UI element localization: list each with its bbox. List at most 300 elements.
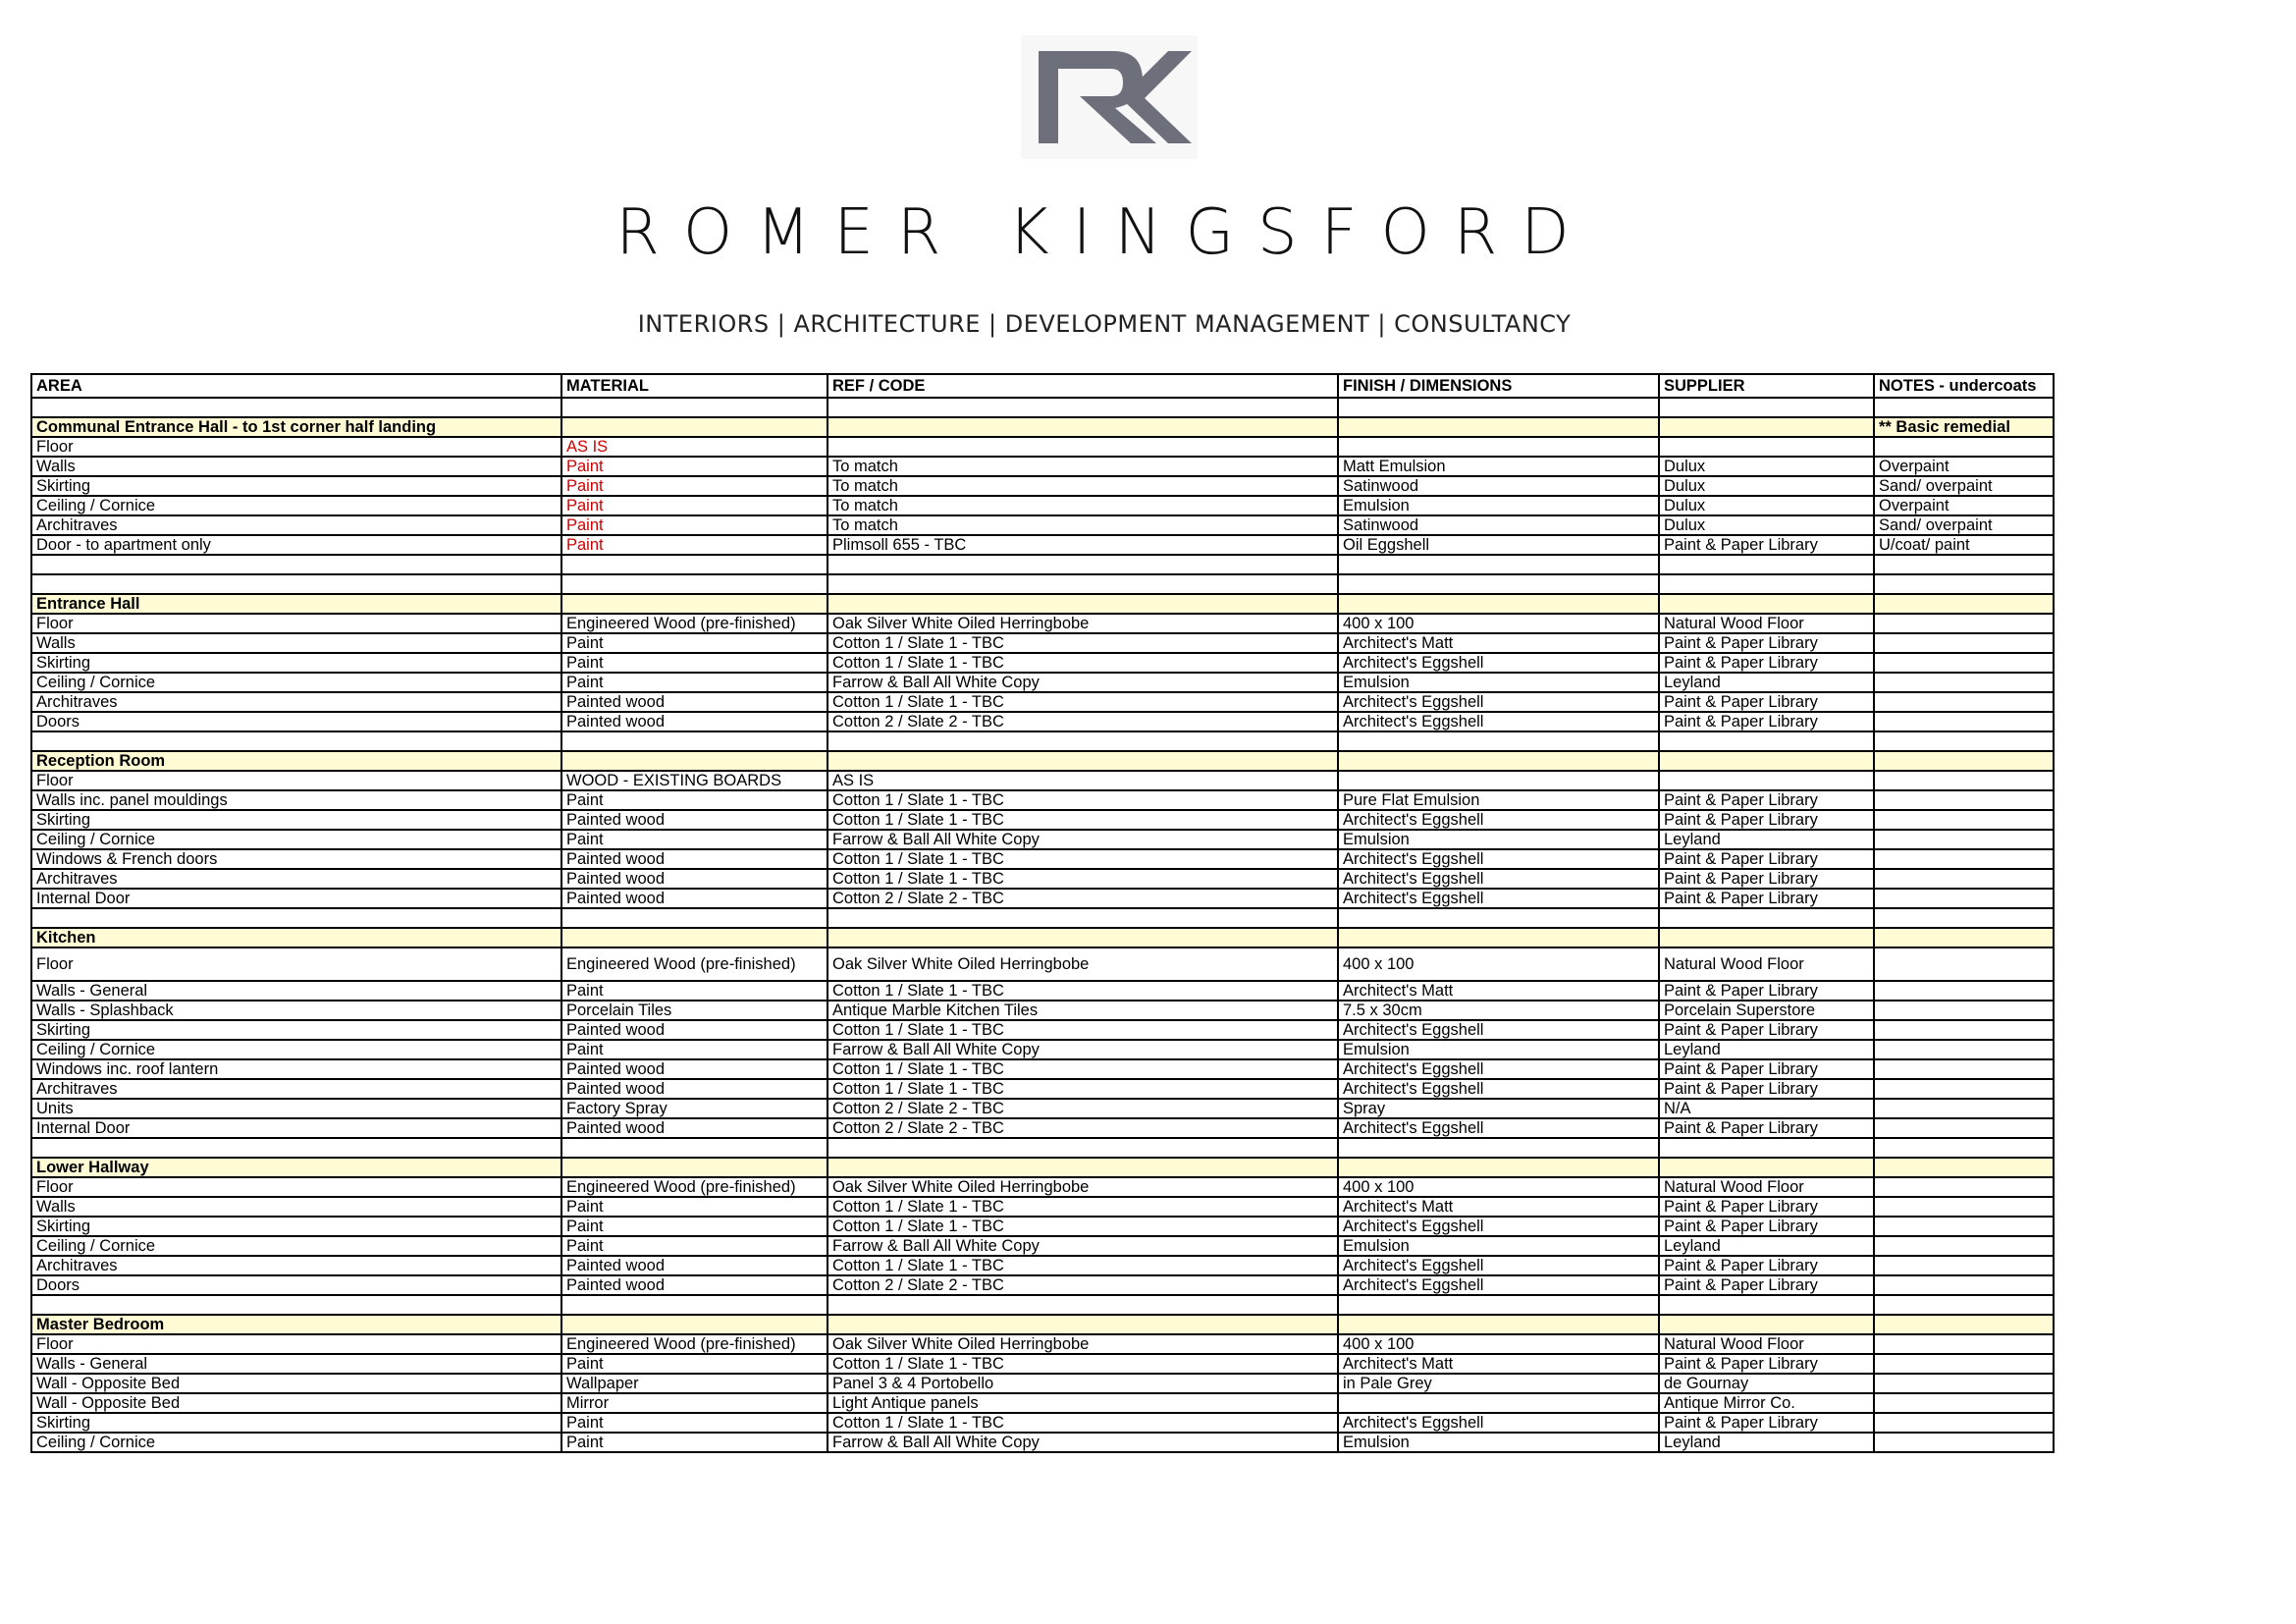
cell-finish: Emulsion: [1338, 496, 1659, 515]
section-cell-finish: [1338, 1315, 1659, 1334]
cell-material: WOOD - EXISTING BOARDS: [561, 771, 828, 790]
cell-ref-code: Cotton 1 / Slate 1 - TBC: [828, 790, 1338, 810]
blank-row: [31, 1295, 2054, 1315]
cell-material: Mirror: [561, 1393, 828, 1413]
cell-notes: [1874, 653, 2054, 673]
table-row: [31, 712, 2054, 731]
empty-cell: [828, 1295, 1338, 1315]
empty-cell: [828, 731, 1338, 751]
cell-finish: Architect's Matt: [1338, 1354, 1659, 1374]
blank-row: [31, 555, 2054, 574]
cell-material: Paint: [561, 1217, 828, 1236]
empty-cell: [561, 574, 828, 594]
cell-supplier: Paint & Paper Library: [1659, 633, 1874, 653]
cell-area: Door - to apartment only: [31, 535, 561, 555]
cell-material: Painted wood: [561, 692, 828, 712]
cell-material: Paint: [561, 1413, 828, 1433]
cell-notes: [1874, 1374, 2054, 1393]
table-row: [31, 869, 2054, 889]
cell-material: Engineered Wood (pre-finished): [561, 1177, 828, 1197]
cell-notes: [1874, 1354, 2054, 1374]
table-row: [31, 457, 2054, 476]
cell-area: Walls: [31, 457, 561, 476]
table-row: [31, 790, 2054, 810]
cell-notes: Overpaint: [1874, 496, 2054, 515]
empty-cell: [1874, 555, 2054, 574]
cell-finish: Emulsion: [1338, 673, 1659, 692]
cell-finish: 7.5 x 30cm: [1338, 1001, 1659, 1020]
empty-cell: [1659, 574, 1874, 594]
cell-material: Engineered Wood (pre-finished): [561, 614, 828, 633]
cell-supplier: Natural Wood Floor: [1659, 947, 1874, 981]
table-row: [31, 1040, 2054, 1059]
cell-area: Doors: [31, 1275, 561, 1295]
section-header-row: [31, 1158, 2054, 1177]
cell-supplier: Paint & Paper Library: [1659, 889, 1874, 908]
cell-ref-code: Oak Silver White Oiled Herringbobe: [828, 947, 1338, 981]
cell-material: Paint: [561, 457, 828, 476]
cell-ref-code: Oak Silver White Oiled Herringbobe: [828, 614, 1338, 633]
table-row: [31, 947, 2054, 981]
section-cell-finish: [1338, 928, 1659, 947]
cell-notes: Sand/ overpaint: [1874, 476, 2054, 496]
cell-finish: Spray: [1338, 1099, 1659, 1118]
cell-area: Skirting: [31, 476, 561, 496]
section-cell-area: Master Bedroom: [31, 1315, 561, 1334]
cell-supplier: Paint & Paper Library: [1659, 869, 1874, 889]
cell-ref-code: To match: [828, 476, 1338, 496]
cell-ref-code: Oak Silver White Oiled Herringbobe: [828, 1334, 1338, 1354]
table-row: [31, 1197, 2054, 1217]
cell-material: Paint: [561, 673, 828, 692]
empty-cell: [1338, 1138, 1659, 1158]
cell-ref-code: Oak Silver White Oiled Herringbobe: [828, 1177, 1338, 1197]
cell-supplier: Dulux: [1659, 515, 1874, 535]
cell-material: Porcelain Tiles: [561, 1001, 828, 1020]
cell-supplier: Paint & Paper Library: [1659, 1275, 1874, 1295]
empty-cell: [561, 398, 828, 417]
column-header-area: AREA: [31, 374, 561, 398]
cell-ref-code: [828, 437, 1338, 457]
cell-area: Architraves: [31, 692, 561, 712]
cell-material: Painted wood: [561, 712, 828, 731]
section-header-row: [31, 928, 2054, 947]
cell-supplier: Paint & Paper Library: [1659, 790, 1874, 810]
section-cell-supplier: [1659, 1158, 1874, 1177]
cell-material: Engineered Wood (pre-finished): [561, 947, 828, 981]
cell-material: Paint: [561, 830, 828, 849]
cell-finish: Oil Eggshell: [1338, 535, 1659, 555]
table-row: [31, 1413, 2054, 1433]
section-cell-supplier: [1659, 417, 1874, 437]
table-row: [31, 1256, 2054, 1275]
section-cell-area: Reception Room: [31, 751, 561, 771]
cell-notes: [1874, 947, 2054, 981]
cell-ref-code: Cotton 1 / Slate 1 - TBC: [828, 1059, 1338, 1079]
cell-area: Wall - Opposite Bed: [31, 1393, 561, 1413]
cell-area: Architraves: [31, 1256, 561, 1275]
cell-supplier: Paint & Paper Library: [1659, 653, 1874, 673]
table-row: [31, 1177, 2054, 1197]
cell-notes: [1874, 1334, 2054, 1354]
cell-supplier: Leyland: [1659, 673, 1874, 692]
cell-notes: [1874, 1099, 2054, 1118]
cell-notes: Sand/ overpaint: [1874, 515, 2054, 535]
cell-supplier: Leyland: [1659, 1433, 1874, 1452]
table-row: [31, 653, 2054, 673]
cell-area: Ceiling / Cornice: [31, 1040, 561, 1059]
cell-area: Ceiling / Cornice: [31, 496, 561, 515]
cell-supplier: Paint & Paper Library: [1659, 535, 1874, 555]
cell-supplier: [1659, 771, 1874, 790]
section-cell-finish: [1338, 417, 1659, 437]
section-header-row: [31, 751, 2054, 771]
cell-finish: 400 x 100: [1338, 614, 1659, 633]
cell-material: Paint: [561, 790, 828, 810]
cell-area: Units: [31, 1099, 561, 1118]
cell-area: Architraves: [31, 869, 561, 889]
empty-cell: [828, 1138, 1338, 1158]
cell-supplier: Paint & Paper Library: [1659, 810, 1874, 830]
blank-row: [31, 574, 2054, 594]
cell-notes: [1874, 1020, 2054, 1040]
section-cell-notes: [1874, 594, 2054, 614]
cell-area: Skirting: [31, 1020, 561, 1040]
cell-material: Wallpaper: [561, 1374, 828, 1393]
cell-finish: Architect's Eggshell: [1338, 869, 1659, 889]
cell-notes: [1874, 790, 2054, 810]
empty-cell: [1338, 731, 1659, 751]
cell-area: Ceiling / Cornice: [31, 673, 561, 692]
cell-material: Painted wood: [561, 1020, 828, 1040]
table-row: [31, 830, 2054, 849]
table-row: [31, 1275, 2054, 1295]
table-header-row: [31, 374, 2054, 398]
cell-area: Ceiling / Cornice: [31, 1433, 561, 1452]
brand-name: ROMER KINGSFORD: [615, 196, 1593, 269]
cell-area: Skirting: [31, 810, 561, 830]
cell-area: Internal Door: [31, 1118, 561, 1138]
column-header-notes: NOTES - undercoats: [1874, 374, 2054, 398]
section-cell-area: Entrance Hall: [31, 594, 561, 614]
cell-finish: Architect's Eggshell: [1338, 1118, 1659, 1138]
empty-cell: [1659, 1295, 1874, 1315]
empty-cell: [31, 574, 561, 594]
cell-notes: [1874, 889, 2054, 908]
cell-finish: Architect's Eggshell: [1338, 1059, 1659, 1079]
cell-ref-code: Cotton 1 / Slate 1 - TBC: [828, 1217, 1338, 1236]
table-row: [31, 673, 2054, 692]
cell-ref-code: Cotton 1 / Slate 1 - TBC: [828, 1197, 1338, 1217]
empty-cell: [31, 1295, 561, 1315]
cell-finish: Architect's Eggshell: [1338, 1275, 1659, 1295]
cell-supplier: Natural Wood Floor: [1659, 1334, 1874, 1354]
cell-supplier: Dulux: [1659, 457, 1874, 476]
empty-cell: [1874, 731, 2054, 751]
table-row: [31, 476, 2054, 496]
cell-material: Paint: [561, 476, 828, 496]
cell-area: Skirting: [31, 653, 561, 673]
cell-notes: [1874, 633, 2054, 653]
empty-cell: [828, 555, 1338, 574]
section-cell-finish: [1338, 751, 1659, 771]
table-row: [31, 1334, 2054, 1354]
cell-finish: Architect's Eggshell: [1338, 810, 1659, 830]
table-row: [31, 849, 2054, 869]
table-row: [31, 1236, 2054, 1256]
cell-supplier: Natural Wood Floor: [1659, 614, 1874, 633]
cell-area: Internal Door: [31, 889, 561, 908]
section-cell-ref-code: [828, 1315, 1338, 1334]
cell-notes: [1874, 614, 2054, 633]
cell-area: Floor: [31, 614, 561, 633]
cell-finish: Architect's Matt: [1338, 981, 1659, 1001]
cell-area: Walls inc. panel mouldings: [31, 790, 561, 810]
cell-ref-code: Cotton 1 / Slate 1 - TBC: [828, 1413, 1338, 1433]
cell-supplier: de Gournay: [1659, 1374, 1874, 1393]
cell-ref-code: To match: [828, 515, 1338, 535]
empty-cell: [828, 398, 1338, 417]
table-row: [31, 810, 2054, 830]
section-cell-material: [561, 417, 828, 437]
column-header-supplier: SUPPLIER: [1659, 374, 1874, 398]
cell-finish: Architect's Eggshell: [1338, 1413, 1659, 1433]
cell-material: Paint: [561, 515, 828, 535]
cell-finish: Architect's Eggshell: [1338, 712, 1659, 731]
cell-notes: [1874, 849, 2054, 869]
cell-notes: [1874, 1177, 2054, 1197]
cell-material: Paint: [561, 633, 828, 653]
cell-area: Architraves: [31, 515, 561, 535]
cell-area: Wall - Opposite Bed: [31, 1374, 561, 1393]
column-header-finish: FINISH / DIMENSIONS: [1338, 374, 1659, 398]
column-header-material: MATERIAL: [561, 374, 828, 398]
cell-supplier: Paint & Paper Library: [1659, 1020, 1874, 1040]
table-row: [31, 614, 2054, 633]
cell-area: Walls: [31, 1197, 561, 1217]
cell-finish: Architect's Eggshell: [1338, 889, 1659, 908]
section-cell-ref-code: [828, 594, 1338, 614]
cell-ref-code: Cotton 1 / Slate 1 - TBC: [828, 692, 1338, 712]
section-cell-area: Kitchen: [31, 928, 561, 947]
cell-area: Floor: [31, 1334, 561, 1354]
cell-notes: [1874, 1236, 2054, 1256]
cell-notes: [1874, 869, 2054, 889]
table-row: [31, 771, 2054, 790]
cell-ref-code: Cotton 1 / Slate 1 - TBC: [828, 653, 1338, 673]
cell-area: Skirting: [31, 1413, 561, 1433]
section-cell-notes: [1874, 751, 2054, 771]
cell-material: Painted wood: [561, 1275, 828, 1295]
cell-ref-code: Cotton 1 / Slate 1 - TBC: [828, 810, 1338, 830]
cell-material: Paint: [561, 653, 828, 673]
cell-material: Painted wood: [561, 869, 828, 889]
cell-finish: Architect's Eggshell: [1338, 653, 1659, 673]
company-logo: [1021, 35, 1198, 159]
cell-finish: Emulsion: [1338, 830, 1659, 849]
cell-supplier: Paint & Paper Library: [1659, 849, 1874, 869]
section-cell-supplier: [1659, 594, 1874, 614]
column-header-ref-code: REF / CODE: [828, 374, 1338, 398]
cell-material: Painted wood: [561, 810, 828, 830]
empty-cell: [1659, 555, 1874, 574]
cell-notes: Overpaint: [1874, 457, 2054, 476]
section-cell-notes: [1874, 1158, 2054, 1177]
cell-area: Windows & French doors: [31, 849, 561, 869]
cell-material: Paint: [561, 1197, 828, 1217]
section-cell-material: [561, 594, 828, 614]
cell-ref-code: Farrow & Ball All White Copy: [828, 1236, 1338, 1256]
cell-finish: [1338, 1393, 1659, 1413]
cell-finish: Emulsion: [1338, 1040, 1659, 1059]
cell-ref-code: Plimsoll 655 - TBC: [828, 535, 1338, 555]
cell-finish: 400 x 100: [1338, 1334, 1659, 1354]
cell-notes: [1874, 692, 2054, 712]
cell-finish: Pure Flat Emulsion: [1338, 790, 1659, 810]
table-row: [31, 535, 2054, 555]
table-row: [31, 437, 2054, 457]
cell-notes: [1874, 981, 2054, 1001]
cell-finish: in Pale Grey: [1338, 1374, 1659, 1393]
cell-supplier: Paint & Paper Library: [1659, 1059, 1874, 1079]
cell-ref-code: Light Antique panels: [828, 1393, 1338, 1413]
cell-supplier: Paint & Paper Library: [1659, 1079, 1874, 1099]
cell-area: Architraves: [31, 1079, 561, 1099]
cell-material: Paint: [561, 981, 828, 1001]
cell-notes: [1874, 712, 2054, 731]
cell-area: Walls - Splashback: [31, 1001, 561, 1020]
cell-notes: [1874, 771, 2054, 790]
cell-ref-code: Farrow & Ball All White Copy: [828, 830, 1338, 849]
empty-cell: [1874, 1295, 2054, 1315]
cell-notes: [1874, 1197, 2054, 1217]
table-row: [31, 1001, 2054, 1020]
cell-area: Walls - General: [31, 1354, 561, 1374]
table-row: [31, 692, 2054, 712]
cell-material: Painted wood: [561, 1118, 828, 1138]
section-cell-ref-code: [828, 928, 1338, 947]
cell-supplier: Paint & Paper Library: [1659, 1256, 1874, 1275]
cell-area: Floor: [31, 947, 561, 981]
cell-supplier: N/A: [1659, 1099, 1874, 1118]
section-cell-area: Lower Hallway: [31, 1158, 561, 1177]
empty-cell: [1874, 574, 2054, 594]
table-row: [31, 515, 2054, 535]
empty-cell: [1338, 574, 1659, 594]
empty-cell: [1338, 908, 1659, 928]
cell-area: Ceiling / Cornice: [31, 1236, 561, 1256]
cell-material: Painted wood: [561, 849, 828, 869]
cell-ref-code: Cotton 1 / Slate 1 - TBC: [828, 1079, 1338, 1099]
empty-cell: [31, 398, 561, 417]
cell-supplier: Paint & Paper Library: [1659, 1354, 1874, 1374]
cell-material: Paint: [561, 1236, 828, 1256]
cell-ref-code: Cotton 1 / Slate 1 - TBC: [828, 869, 1338, 889]
cell-supplier: Dulux: [1659, 496, 1874, 515]
section-cell-supplier: [1659, 928, 1874, 947]
table-row: [31, 1354, 2054, 1374]
empty-cell: [561, 731, 828, 751]
cell-supplier: [1659, 437, 1874, 457]
cell-supplier: Dulux: [1659, 476, 1874, 496]
cell-supplier: Leyland: [1659, 1040, 1874, 1059]
cell-finish: Architect's Eggshell: [1338, 849, 1659, 869]
empty-cell: [828, 908, 1338, 928]
cell-ref-code: Cotton 1 / Slate 1 - TBC: [828, 1256, 1338, 1275]
cell-ref-code: AS IS: [828, 771, 1338, 790]
cell-material: Paint: [561, 1433, 828, 1452]
cell-finish: Architect's Eggshell: [1338, 1217, 1659, 1236]
cell-material: Engineered Wood (pre-finished): [561, 1334, 828, 1354]
cell-ref-code: To match: [828, 457, 1338, 476]
table-row: [31, 981, 2054, 1001]
cell-finish: [1338, 437, 1659, 457]
cell-ref-code: Cotton 2 / Slate 2 - TBC: [828, 712, 1338, 731]
cell-finish: Architect's Eggshell: [1338, 692, 1659, 712]
cell-finish: Architect's Eggshell: [1338, 1079, 1659, 1099]
cell-ref-code: Cotton 1 / Slate 1 - TBC: [828, 1020, 1338, 1040]
section-cell-notes: [1874, 1315, 2054, 1334]
table-row: [31, 1374, 2054, 1393]
table-row: [31, 889, 2054, 908]
brand-tagline: INTERIORS | ARCHITECTURE | DEVELOPMENT MANAGEMENT | CONSULTANCY: [637, 310, 1572, 338]
cell-ref-code: Cotton 1 / Slate 1 - TBC: [828, 633, 1338, 653]
cell-notes: [1874, 1079, 2054, 1099]
cell-ref-code: Antique Marble Kitchen Tiles: [828, 1001, 1338, 1020]
table-row: [31, 1020, 2054, 1040]
cell-supplier: Paint & Paper Library: [1659, 1217, 1874, 1236]
cell-finish: Emulsion: [1338, 1433, 1659, 1452]
empty-cell: [31, 555, 561, 574]
cell-notes: [1874, 1040, 2054, 1059]
empty-cell: [1659, 1138, 1874, 1158]
blank-row: [31, 398, 2054, 417]
cell-finish: [1338, 771, 1659, 790]
cell-supplier: Paint & Paper Library: [1659, 1197, 1874, 1217]
cell-ref-code: Farrow & Ball All White Copy: [828, 1040, 1338, 1059]
cell-notes: [1874, 437, 2054, 457]
section-cell-area: Communal Entrance Hall - to 1st corner half landing: [31, 417, 561, 437]
cell-ref-code: Cotton 1 / Slate 1 - TBC: [828, 1354, 1338, 1374]
cell-notes: [1874, 1001, 2054, 1020]
cell-material: Paint: [561, 1040, 828, 1059]
cell-ref-code: Cotton 1 / Slate 1 - TBC: [828, 849, 1338, 869]
cell-finish: Matt Emulsion: [1338, 457, 1659, 476]
cell-supplier: Antique Mirror Co.: [1659, 1393, 1874, 1413]
cell-material: Paint: [561, 1354, 828, 1374]
cell-material: Factory Spray: [561, 1099, 828, 1118]
cell-finish: Satinwood: [1338, 515, 1659, 535]
table-row: [31, 496, 2054, 515]
cell-notes: U/coat/ paint: [1874, 535, 2054, 555]
empty-cell: [1338, 1295, 1659, 1315]
section-cell-material: [561, 928, 828, 947]
empty-cell: [1338, 555, 1659, 574]
table-row: [31, 1433, 2054, 1452]
empty-cell: [1338, 398, 1659, 417]
cell-ref-code: Cotton 2 / Slate 2 - TBC: [828, 1099, 1338, 1118]
cell-material: Paint: [561, 496, 828, 515]
cell-notes: [1874, 1413, 2054, 1433]
empty-cell: [561, 1138, 828, 1158]
empty-cell: [561, 1295, 828, 1315]
cell-material: Paint: [561, 535, 828, 555]
section-cell-material: [561, 1315, 828, 1334]
empty-cell: [31, 1138, 561, 1158]
table-row: [31, 633, 2054, 653]
section-cell-supplier: [1659, 1315, 1874, 1334]
cell-supplier: Leyland: [1659, 830, 1874, 849]
